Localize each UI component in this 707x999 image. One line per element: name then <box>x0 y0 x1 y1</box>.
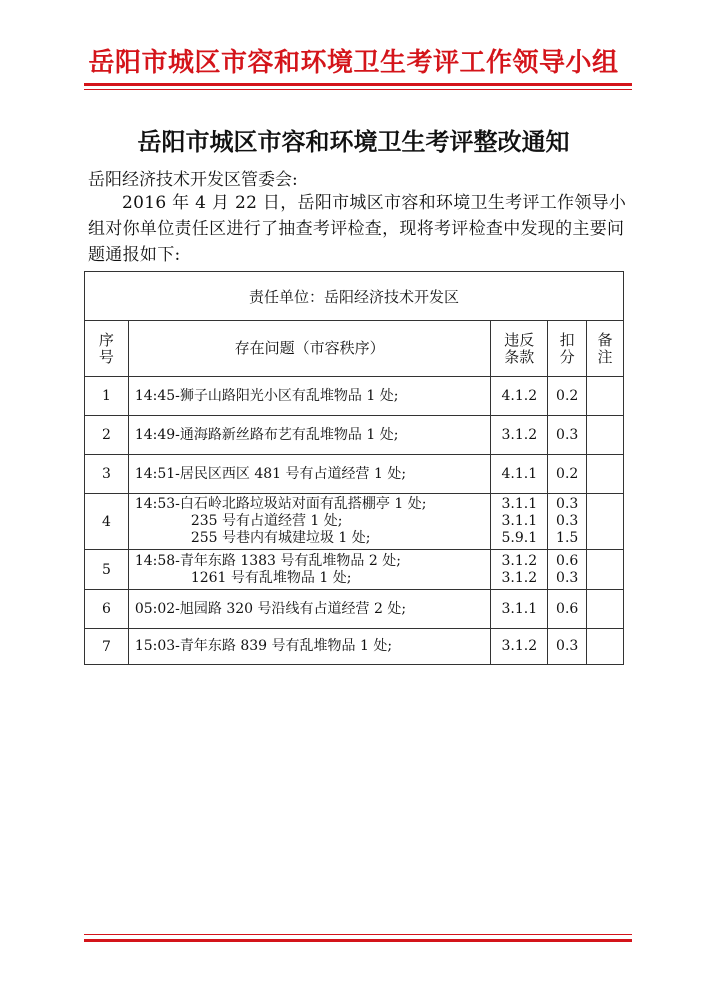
responsible-unit-row <box>85 272 624 321</box>
row-no: 6 <box>85 590 129 629</box>
row-no: 1 <box>85 377 129 416</box>
row-issue: 05:02-旭园路 320 号沿线有占道经营 2 处; <box>128 590 491 629</box>
row-deduction: 0.2 <box>548 377 587 416</box>
table-row <box>85 455 624 494</box>
header-deduction: 扣 分 <box>548 321 587 377</box>
row-remark <box>587 494 624 550</box>
row-remark <box>587 590 624 629</box>
row-issue: 14:51-居民区西区 481 号有占道经营 1 处; <box>128 455 491 494</box>
row-no: 4 <box>85 494 129 550</box>
row-code: 3.1.1 3.1.1 5.9.1 <box>491 494 548 550</box>
issue-table <box>84 271 624 665</box>
table-row <box>85 416 624 455</box>
row-issue: 14:53-白石岭北路垃圾站对面有乱搭棚亭 1 处; 235 号有占道经营 1 处; 255 号巷内有城建垃圾 1 处; <box>128 494 491 550</box>
row-remark <box>587 377 624 416</box>
table-row <box>85 550 624 590</box>
row-code: 3.1.1 <box>491 590 548 629</box>
row-no: 5 <box>85 550 129 590</box>
row-deduction: 0.6 0.3 <box>548 550 587 590</box>
org-title: 岳阳市城区市容和环境卫生考评工作领导小组 <box>88 48 619 78</box>
row-code: 3.1.2 <box>491 416 548 455</box>
body-paragraph: 2016 年 4 月 22 日，岳阳市城区市容和环境卫生考评工作领导小组对你单位责任区进行了抽查考评检查，现将考评检查中发现的主要问题通报如下: <box>88 193 627 265</box>
row-remark <box>587 629 624 665</box>
header-remark: 备 注 <box>587 321 624 377</box>
row-no: 2 <box>85 416 129 455</box>
row-remark <box>587 455 624 494</box>
document-title: 岳阳市城区市容和环境卫生考评整改通知 <box>137 127 570 156</box>
row-code: 4.1.1 <box>491 455 548 494</box>
row-deduction: 0.3 0.3 1.5 <box>548 494 587 550</box>
header-rule-thick <box>84 83 632 86</box>
row-deduction: 0.6 <box>548 590 587 629</box>
table-header-row <box>85 321 624 377</box>
row-deduction: 0.2 <box>548 455 587 494</box>
row-issue: 15:03-青年东路 839 号有乱堆物品 1 处; <box>128 629 491 665</box>
row-code: 3.1.2 <box>491 629 548 665</box>
header-rule-thin <box>84 89 632 90</box>
table-row <box>85 494 624 550</box>
row-remark <box>587 416 624 455</box>
row-issue: 14:58-青年东路 1383 号有乱堆物品 2 处; 1261 号有乱堆物品 1 处; <box>128 550 491 590</box>
row-no: 3 <box>85 455 129 494</box>
table-row <box>85 377 624 416</box>
header-no: 序 号 <box>85 321 129 377</box>
table-row <box>85 629 624 665</box>
header-issue: 存在问题（市容秩序） <box>128 321 491 377</box>
row-deduction: 0.3 <box>548 629 587 665</box>
row-issue: 14:45-狮子山路阳光小区有乱堆物品 1 处; <box>128 377 491 416</box>
responsible-unit: 责任单位：岳阳经济技术开发区 <box>85 272 624 321</box>
table-row <box>85 590 624 629</box>
row-no: 7 <box>85 629 129 665</box>
row-code: 4.1.2 <box>491 377 548 416</box>
footer-rule-thin <box>84 934 632 935</box>
row-code: 3.1.2 3.1.2 <box>491 550 548 590</box>
footer-rule-thick <box>84 939 632 942</box>
row-remark <box>587 550 624 590</box>
header-code: 违反 条款 <box>491 321 548 377</box>
addressee: 岳阳经济技术开发区管委会: <box>88 170 298 190</box>
row-deduction: 0.3 <box>548 416 587 455</box>
row-issue: 14:49-通海路新丝路布艺有乱堆物品 1 处; <box>128 416 491 455</box>
